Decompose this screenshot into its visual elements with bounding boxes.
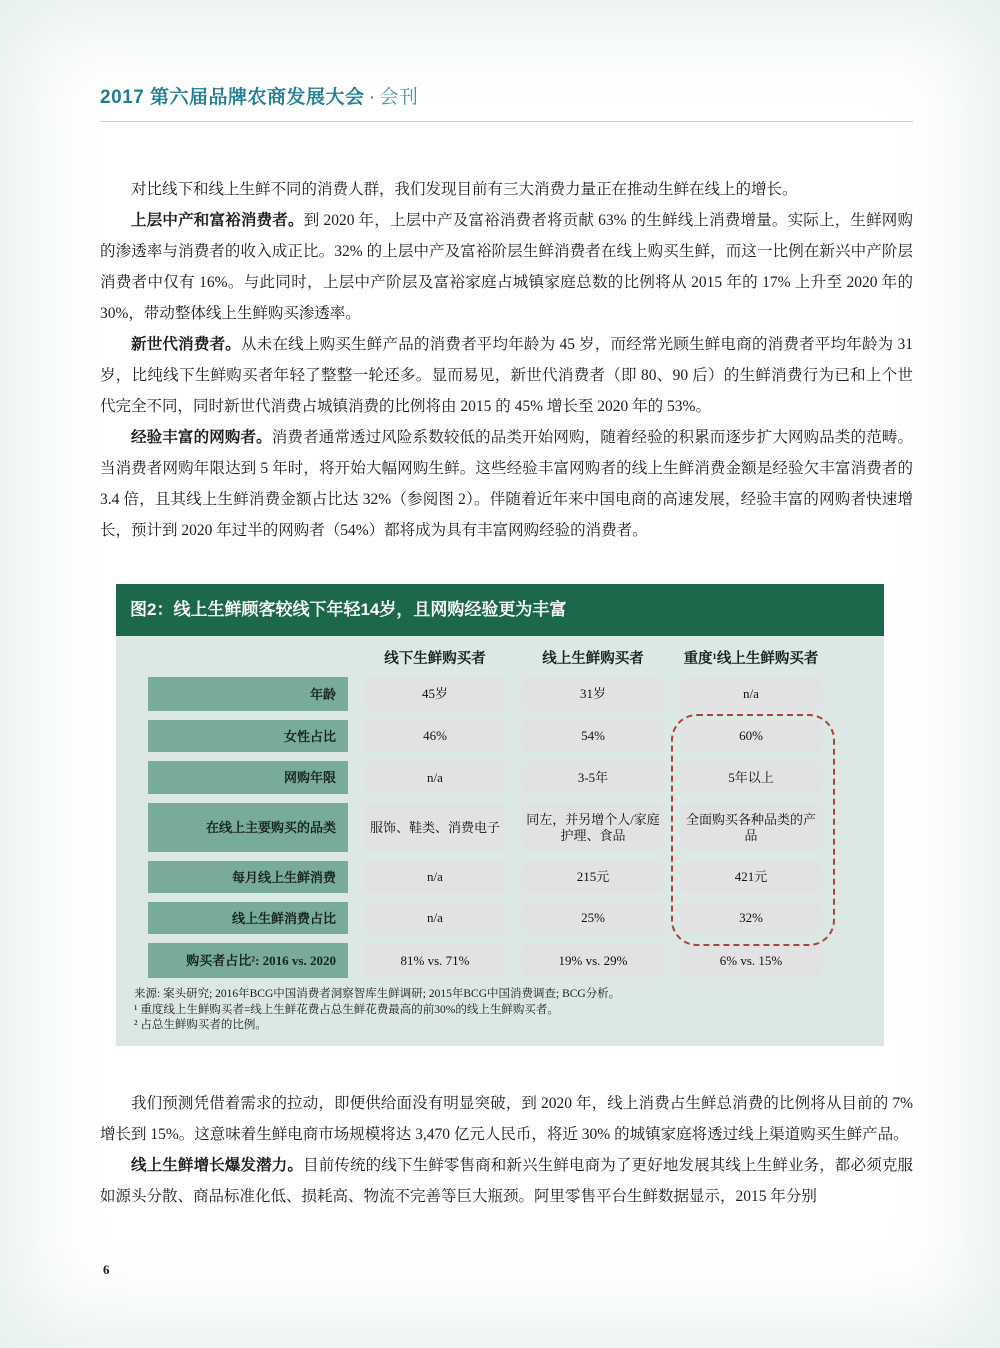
figure-footnote-2: ² 占总生鲜购买者的比例。	[134, 1019, 267, 1031]
table-row-spend-share	[148, 902, 884, 934]
body-paragraph	[100, 205, 913, 329]
paragraph-text: 消费者通常透过风险系数较低的品类开始网购，随着经验的积累而逐步扩大网购品类的范畴。当消费者网购年限达到 5 年时，将开始大幅网购生鲜。这些经验丰富网购者的线上生鲜消费金额是经验欠丰富消费者的 3.4 倍，且其线上生鲜消费金额占比达 32%（参阅图 2）。伴随着近年来中国电商的高速发展，经验丰富的网购者快速增长，预计到 2020 年过半的网购者（54%）都将成为具有丰富网购经验的消费者。	[100, 429, 913, 539]
table-cell: 19% vs. 29%	[522, 943, 664, 978]
column-header-offline: 线下生鲜购买者	[384, 651, 486, 667]
body-paragraph	[100, 174, 913, 205]
table-cell: 服饰、鞋类、消费电子	[364, 803, 506, 852]
table-cell: 54%	[522, 720, 664, 752]
paragraph-text: 从未在线上购买生鲜产品的消费者平均年龄为 45 岁，而经常光顾生鲜电商的消费者平均年龄为 31 岁，比纯线下生鲜购买者年轻了整整一轮还多。显而易见，新世代消费者（即 80、90 后）的生鲜消费行为已和上个世代完全不同，同时新世代消费占城镇消费的比例将由 2015 的 45% 增长至 2020 年的 53%。	[100, 336, 913, 415]
body-text-bottom	[100, 1088, 913, 1212]
table-cell: 45岁	[364, 677, 506, 711]
figure-body	[116, 636, 884, 1046]
table-cell: 5年以上	[680, 761, 822, 794]
column-header-spacer	[148, 649, 348, 669]
paragraph-lead: 经验丰富的网购者。	[131, 429, 272, 446]
row-label: 年龄	[148, 677, 348, 711]
header-rule	[100, 121, 913, 122]
table-cell: 81% vs. 71%	[364, 943, 506, 978]
figure-column-headers	[116, 649, 884, 669]
page-number: 6	[103, 1262, 110, 1277]
paragraph-text: 到 2020 年，上层中产及富裕消费者将贡献 63% 的生鲜线上消费增量。实际上，生鲜网购的渗透率与消费者的收入成正比。32% 的上层中产及富裕阶层生鲜消费者在线上购买生鲜，而这一比例在新兴中产阶层消费者中仅有 16%。与此同时，上层中产阶层及富裕家庭占城镇家庭总数的比例将从 2015 年的 17% 上升至 2020 年的 30%，带动整体线上生鲜购买渗透率。	[100, 212, 913, 322]
paragraph-lead: 新世代消费者。	[131, 336, 242, 353]
column-header-online: 线上生鲜购买者	[542, 651, 644, 667]
row-label: 每月线上生鲜消费	[148, 861, 348, 893]
paragraph-lead: 线上生鲜增长爆发潜力。	[131, 1156, 304, 1174]
row-label: 女性占比	[148, 720, 348, 752]
journal-title	[100, 86, 913, 109]
row-label: 网购年限	[148, 761, 348, 794]
body-paragraph	[100, 1088, 913, 1150]
table-cell: n/a	[364, 861, 506, 893]
table-row-main-categories	[148, 803, 884, 852]
figure-rows	[116, 677, 884, 978]
table-row-female-share	[148, 720, 884, 752]
table-cell: 215元	[522, 861, 664, 893]
column-header-heavy: 重度¹线上生鲜购买者	[683, 651, 819, 667]
table-row-buyer-share	[148, 943, 884, 978]
table-cell: 421元	[680, 861, 822, 893]
table-cell: 32%	[680, 902, 822, 934]
body-paragraph	[100, 329, 913, 422]
figure-footnote-1: ¹ 重度线上生鲜购买者=线上生鲜花费占总生鲜花费最高的前30%的线上生鲜购买者。	[134, 1003, 559, 1016]
row-label: 线上生鲜消费占比	[148, 902, 348, 934]
figure-2	[116, 584, 884, 1046]
table-cell: 60%	[680, 720, 822, 752]
figure-source-note: 来源: 案头研究; 2016年BCG中国消费者洞察智库生鲜调研; 2015年BCG中国消费调查; BCG分析。	[134, 988, 621, 1000]
row-label: 购买者占比²: 2016 vs. 2020	[148, 943, 348, 978]
paragraph-text: 对比线下和线上生鲜不同的消费人群，我们发现目前有三大消费力量正在推动生鲜在线上的增长。	[131, 181, 798, 198]
table-cell: 全面购买各种品类的产品	[680, 803, 822, 852]
table-cell: 25%	[522, 902, 664, 934]
table-cell: n/a	[364, 761, 506, 794]
page-header	[0, 0, 1000, 122]
table-cell: n/a	[680, 677, 822, 711]
body-text	[100, 174, 913, 1212]
body-paragraph	[100, 422, 913, 546]
journal-title-main: 2017 第六届品牌农商发展大会	[100, 87, 365, 108]
table-row-online-years	[148, 761, 884, 794]
journal-title-sub: 会刊	[379, 87, 419, 108]
table-cell: 3-5年	[522, 761, 664, 794]
journal-title-separator: ·	[368, 87, 376, 108]
table-row-age	[148, 677, 884, 711]
figure-footnotes	[134, 987, 820, 1034]
table-cell: 46%	[364, 720, 506, 752]
row-label: 在线上主要购买的品类	[148, 803, 348, 852]
figure-title: 图2：线上生鲜顾客较线下年轻14岁，且网购经验更为丰富	[116, 584, 884, 636]
paragraph-lead: 上层中产和富裕消费者。	[131, 212, 304, 229]
paragraph-text: 目前传统的线下生鲜零售商和新兴生鲜电商为了更好地发展其线上生鲜业务，都必须克服如源头分散、商品标准化低、损耗高、物流不完善等巨大瓶颈。阿里零售平台生鲜数据显示，2015 年分别	[100, 1156, 913, 1205]
table-cell: 6% vs. 15%	[680, 943, 822, 978]
paragraph-text: 我们预测凭借着需求的拉动，即便供给面没有明显突破，到 2020 年，线上消费占生鲜总消费的比例将从目前的 7% 增长到 15%。这意味着生鲜电商市场规模将达 3,470 亿元人民币，将近 30% 的城镇家庭将透过线上渠道购买生鲜产品。	[100, 1094, 913, 1143]
table-row-monthly-spend	[148, 861, 884, 893]
table-cell: 31岁	[522, 677, 664, 711]
table-cell: 同左，并另增个人/家庭护理、食品	[522, 803, 664, 852]
table-cell: n/a	[364, 902, 506, 934]
body-paragraph	[100, 1150, 913, 1212]
